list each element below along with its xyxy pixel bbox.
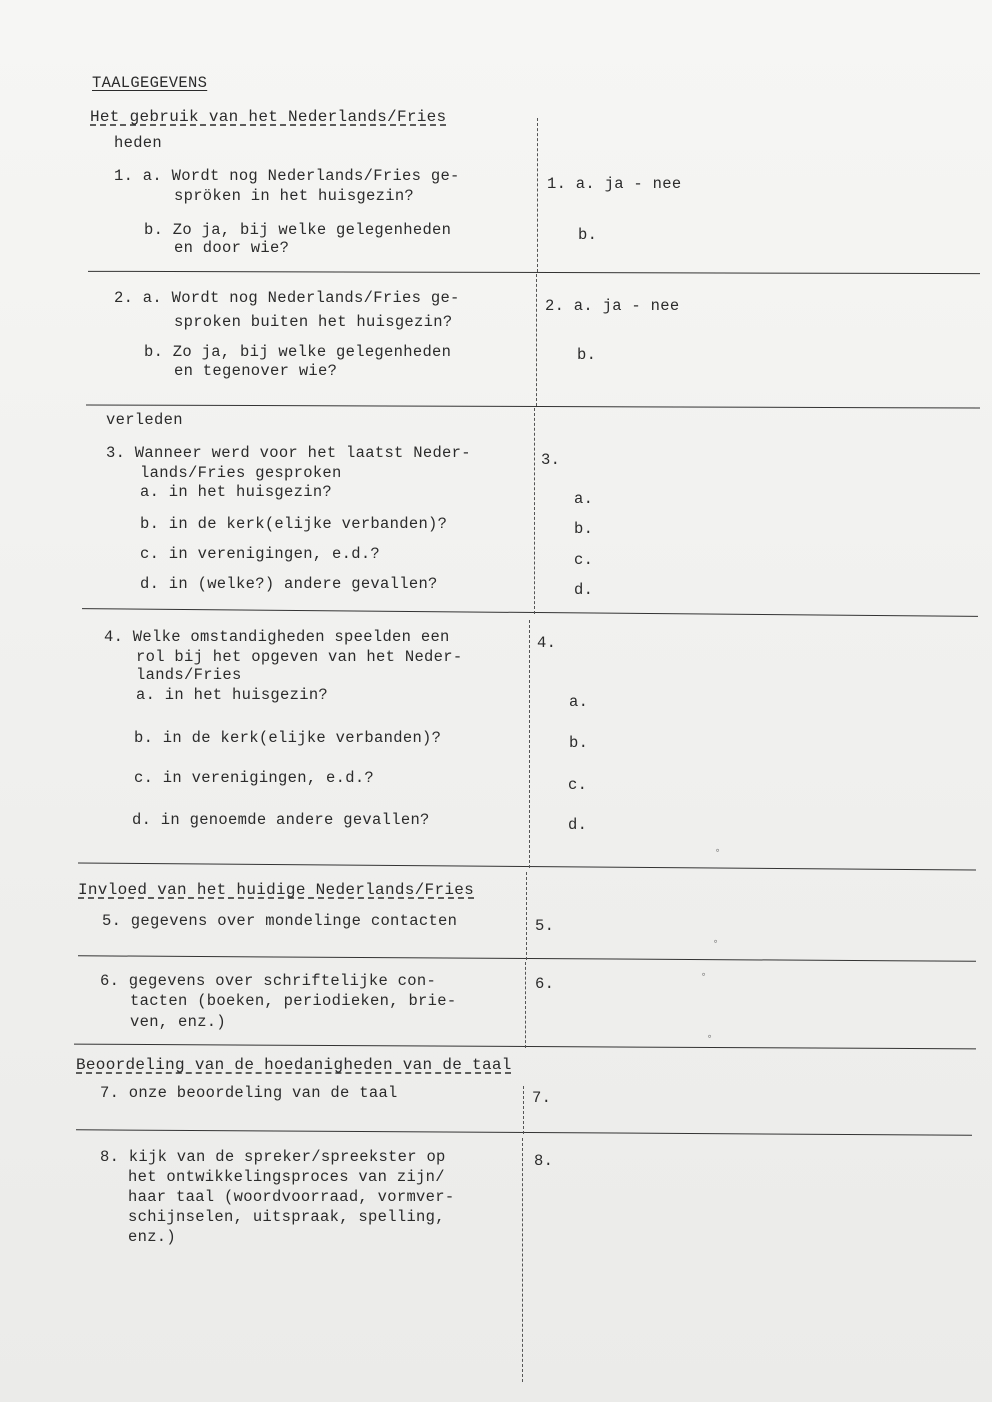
row-divider [88, 271, 980, 275]
question-2a-line1: 2. a. Wordt nog Nederlands/Fries ge- [114, 289, 460, 307]
column-divider [522, 1138, 523, 1382]
column-divider [526, 872, 527, 960]
column-divider [536, 274, 537, 406]
answer-6: 6. [535, 975, 555, 993]
question-8-line5: enz.) [128, 1228, 177, 1246]
question-8-line4: schijnselen, uitspraak, spelling, [128, 1208, 445, 1226]
question-8-line3: haar taal (woordvoorraad, vormver- [128, 1188, 455, 1206]
answer-3: 3. [541, 451, 561, 469]
question-3d: d. in (welke?) andere gevallen? [140, 575, 438, 593]
answer-4b: b. [569, 734, 589, 752]
question-3-line1: 3. Wanneer werd voor het laatst Neder- [106, 444, 471, 462]
row-divider [76, 1129, 972, 1136]
row-divider [86, 404, 980, 408]
speck: ◦ [712, 935, 720, 949]
question-1b-line2: en door wie? [174, 239, 290, 257]
question-8-line1: 8. kijk van de spreker/spreekster op [100, 1148, 446, 1166]
answer-3d: d. [574, 581, 594, 599]
column-divider [529, 620, 530, 868]
question-5: 5. gegevens over mondelinge contacten [102, 912, 458, 930]
question-1a-line1: 1. a. Wordt nog Nederlands/Fries ge- [114, 167, 460, 185]
answer-4c: c. [568, 776, 588, 794]
question-3a: a. in het huisgezin? [140, 483, 333, 501]
subsection-past: verleden [106, 411, 183, 429]
row-divider [82, 608, 978, 617]
question-4-line2: rol bij het opgeven van het Neder- [136, 648, 463, 666]
question-4b: b. in de kerk(elijke verbanden)? [134, 729, 442, 747]
answer-8: 8. [534, 1152, 554, 1170]
question-6-line1: 6. gegevens over schriftelijke con- [100, 972, 437, 990]
section-title-influence: Invloed van het huidige Nederlands/Fries [78, 881, 475, 899]
question-8-line2: het ontwikkelingsproces van zijn/ [128, 1168, 445, 1186]
section-title-usage: Het gebruik van het Nederlands/Fries [90, 108, 447, 126]
speck: ◦ [706, 1030, 714, 1044]
question-6-line2: tacten (boeken, periodieken, brie- [130, 992, 457, 1010]
answer-2b: b. [577, 346, 597, 364]
question-1b-line1: b. Zo ja, bij welke gelegenheden [144, 221, 452, 239]
question-6-line3: ven, enz.) [130, 1013, 227, 1031]
question-3-line2: lands/Fries gesproken [140, 464, 342, 482]
question-3c: c. in verenigingen, e.d.? [140, 545, 381, 563]
answer-1a: 1. a. ja - nee [547, 175, 682, 193]
answer-3b: b. [574, 520, 594, 538]
answer-3c: c. [574, 551, 594, 569]
question-4-line3: lands/Fries [136, 666, 242, 684]
answer-5: 5. [535, 917, 555, 935]
speck: ◦ [714, 844, 722, 858]
answer-2a: 2. a. ja - nee [545, 297, 680, 315]
question-4d: d. in genoemde andere gevallen? [132, 811, 430, 829]
answer-7: 7. [532, 1089, 552, 1107]
answer-1b: b. [578, 226, 598, 244]
column-divider [534, 408, 535, 614]
question-4a: a. in het huisgezin? [136, 686, 329, 704]
question-4-line1: 4. Welke omstandigheden speelden een [104, 628, 450, 646]
answer-4a: a. [569, 693, 589, 711]
question-2a-line2: sproken buiten het huisgezin? [174, 313, 453, 331]
answer-4d: d. [568, 816, 588, 834]
question-2b-line1: b. Zo ja, bij welke gelegenheden [144, 343, 452, 361]
speck: ◦ [700, 968, 708, 982]
question-3b: b. in de kerk(elijke verbanden)? [140, 515, 448, 533]
column-divider [525, 962, 526, 1048]
page-heading: TAALGEGEVENS [92, 74, 208, 92]
subsection-present: heden [114, 134, 163, 152]
row-divider [78, 955, 976, 962]
question-2b-line2: en tegenover wie? [174, 362, 338, 380]
answer-3a: a. [574, 490, 594, 508]
column-divider [523, 1086, 524, 1134]
question-7: 7. onze beoordeling van de taal [100, 1084, 398, 1102]
row-divider [78, 862, 976, 870]
question-1a-line2: spröken in het huisgezin? [174, 187, 415, 205]
question-4c: c. in verenigingen, e.d.? [134, 769, 375, 787]
column-divider [537, 118, 538, 272]
section-title-assessment: Beoordeling van de hoedanigheden van de taal [76, 1056, 512, 1074]
answer-4: 4. [537, 634, 557, 652]
